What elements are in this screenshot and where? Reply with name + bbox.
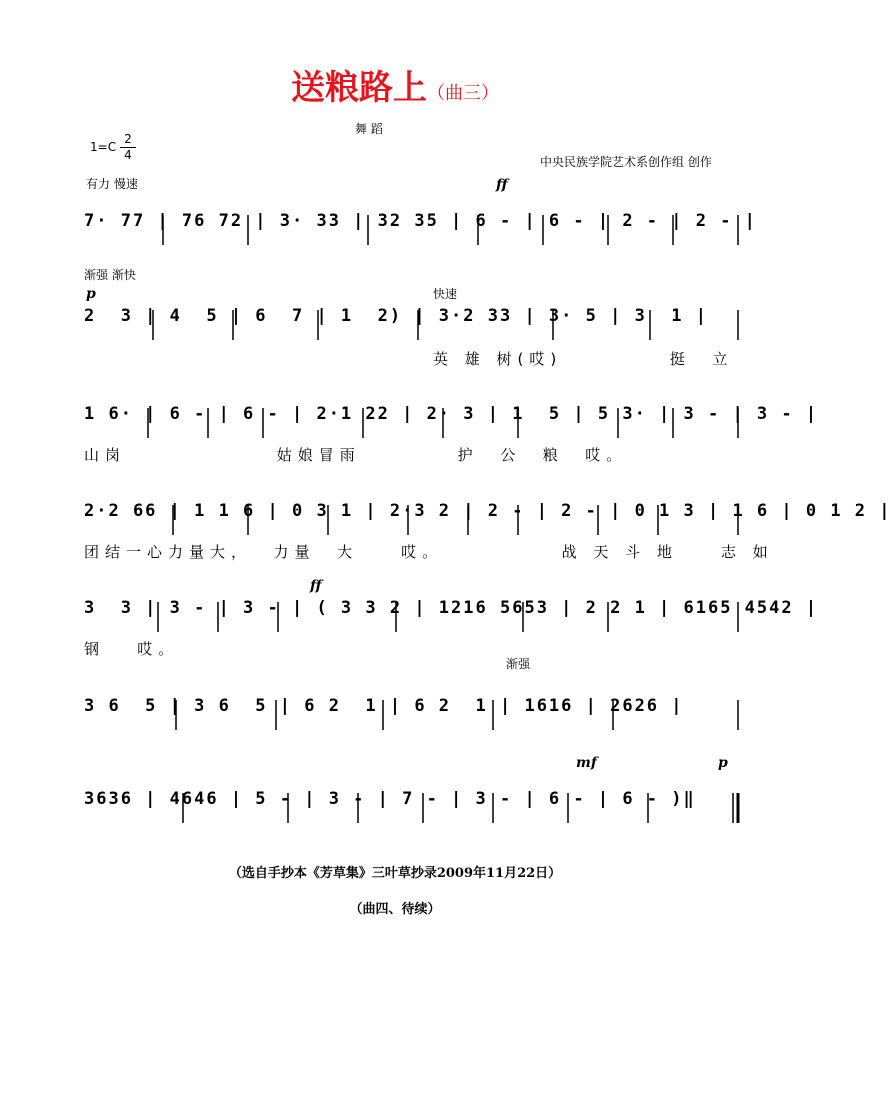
notes-row-2: 2 3 | 4 5 | 6 7 | 1 2) | 3·2 33 | 3· 5 | 3 1 | bbox=[84, 306, 708, 326]
score-row-2 bbox=[78, 286, 748, 370]
mark-accel: 渐强 渐快 bbox=[84, 268, 136, 282]
score-row-5 bbox=[78, 578, 819, 662]
mark-cresc: 渐强 bbox=[506, 657, 531, 671]
dynamic-mf: mf bbox=[576, 755, 597, 771]
notes-row-6: 3 6 5 | 3 6 5 | 6 2 1 | 6 2 1 | 1616 | 2626 | bbox=[84, 696, 684, 716]
notes-row-4: 2·2 66 | 1 1 6 | 0 3 1 | 2·3 2 | 2 - | 2 - | 0 1 3 | 1 6 | 0 1 2 | bbox=[84, 501, 892, 521]
score-row-6 bbox=[78, 690, 748, 750]
time-top: 2 bbox=[124, 132, 132, 146]
footer-next: （曲四、待续） bbox=[349, 902, 441, 917]
notes-row-3: 1 6· | 6 - | 6 - | 2·1 22 | 2· 3 | 1 5 | 5 3· | 3 - | 3 - | bbox=[84, 404, 819, 424]
notes-row-7: 3636 | 4646 | 5 - | 3 - | 7 - | 3 - | 6 - | 6 - )‖ bbox=[84, 789, 696, 809]
footer-source: （选自手抄本《芳草集》三叶草抄录2009年11月22日） bbox=[228, 866, 562, 881]
mark-fast: 快速 bbox=[433, 287, 458, 301]
score-row-4 bbox=[78, 495, 892, 565]
genre-label: 舞 蹈 bbox=[355, 122, 383, 136]
dynamic-p-1: p bbox=[86, 286, 96, 302]
title-sub: （曲三） bbox=[427, 83, 499, 104]
dynamic-ff-1: ff bbox=[496, 177, 508, 193]
title-main: 送粮路上 bbox=[291, 68, 427, 108]
notes-row-5: 3 3 | 3 - | 3 - | ( 3 3 2 | 1216 5653 | 2 2 1 | 6165 4542 | bbox=[84, 598, 819, 618]
score-row-3 bbox=[78, 398, 819, 468]
lyric-row-2: 英 雄 树(哎) 挺 立 bbox=[433, 350, 734, 368]
time-signature bbox=[120, 132, 136, 163]
credit-label: 中央民族学院艺术系创作组 创作 bbox=[540, 155, 712, 169]
notes-row-1: 7· 77 | 76 72 | 3· 33 | 32 35 | 6 - | 6 - | 2 - | 2 - | bbox=[84, 211, 757, 231]
dynamic-p-2: p bbox=[718, 755, 728, 771]
time-bottom: 4 bbox=[120, 147, 136, 163]
lyric-row-3: 山岗 姑娘冒雨 护 公 粮 哎。 bbox=[84, 446, 628, 464]
dynamic-ff-2: ff bbox=[310, 578, 322, 594]
score-title bbox=[0, 60, 790, 109]
tempo-start: 有力 慢速 bbox=[86, 177, 138, 191]
lyric-row-5: 钢 哎。 bbox=[84, 640, 180, 658]
key-signature: 1=C bbox=[90, 140, 117, 154]
lyric-row-4: 团结一心力量大， 力量 大 哎。 战 天 斗 地 志 如 bbox=[84, 543, 774, 561]
score-row-7 bbox=[78, 755, 748, 843]
